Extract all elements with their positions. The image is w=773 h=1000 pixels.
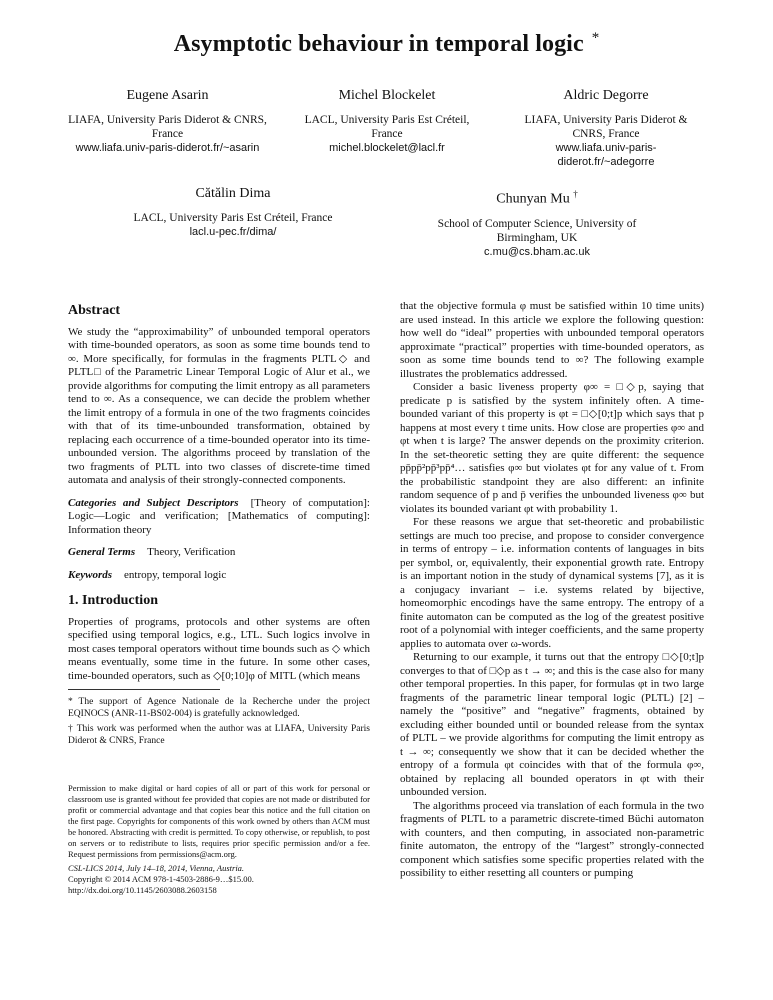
categories-label: Categories and Subject Descriptors [68, 496, 239, 509]
intro-heading: 1. Introduction [68, 593, 158, 608]
author-affiliation: LACL, University Paris Est Créteil, France [304, 114, 470, 140]
body-paragraph: that the objective formula φ must be satisfied within 10 time units) are used instead. In this article we explore the following question: how well do “ideal” properties with unbounded temporal operators approximate “practical” properties with time-bounded operators, as soon as some time bounds tend to ∞? The following example illustrates the problematics addressed. [400, 300, 704, 380]
title-footnote-mark: * [591, 30, 600, 46]
author-block [292, 88, 482, 155]
body-paragraph: Consider a basic liveness property φ∞ = □◇p, saying that predicate p is satisfied by the system infinitely often. A time-bounded variant of this property is φt = □◇[0;t]p which says that p happens at most every t time units. How close are properties φ∞ and φt when t is large? The answer depends on the proximity criterion. In the set-theoretic setting they are quite different: the sequence pp̄pp̄²pp̄³pp̄⁴… satisfies φ∞ but violates φt for any value of t. From the probabilistic standpoint they are also different: an infinite random sequence of p and p̄ verifies the unbounded liveness φ∞ but violates its bounded variant φt with probability 1. [400, 381, 704, 515]
keywords-label: Keywords [68, 568, 112, 581]
categories-text: [Theory of computation]: Logic—Logic and verification; [Mathematics of computing]: Information theory [68, 496, 370, 536]
body-paragraph: For these reasons we argue that set-theoretic and probabilistic settings are much too precise, and propose to consider convergence in terms of entropy – i.e. information contents of languages in bits per symbol, or, equivalently, their exponential growth rate. Entropy is an important notion in the study of dynamical systems [7], as it is a conjugacy invariant – i.e. systems related by bijective, homeomorphic encodings have the same entropy. The entropy of a finite automaton can be computed as the log of the greatest positive root of a polynomial with integer coefficients, and the same property applies to automata over ω-words. [400, 516, 704, 650]
author-contact[interactable]: michel.blockelet@lacl.fr [329, 142, 445, 154]
general-terms-text: Theory, Verification [147, 546, 236, 558]
footnote-rule [68, 689, 220, 690]
author-contact[interactable]: www.liafa.univ-paris-diderot.fr/~adegorre [555, 142, 657, 168]
author-name: Cătălin Dima [195, 186, 271, 201]
right-column [400, 300, 704, 881]
paper-title [0, 30, 773, 58]
author-contact[interactable]: www.liafa.univ-paris-diderot.fr/~asarin [75, 142, 260, 154]
author-name: Aldric Degorre [563, 88, 649, 103]
author-contact[interactable]: c.mu@cs.bham.ac.uk [484, 245, 590, 258]
copyright-line: Copyright © 2014 ACM 978-1-4503-2886-9…$15.00. [68, 874, 254, 884]
categories [68, 497, 370, 538]
author-affiliation: LACL, University Paris Est Créteil, France [133, 212, 333, 224]
doi-link[interactable]: http://dx.doi.org/10.1145/2603088.2603158 [68, 885, 217, 895]
abstract-heading: Abstract [68, 303, 121, 318]
author-block [118, 186, 348, 239]
permission-notice: Permission to make digital or hard copies of all or part of this work for personal or classroom use is granted without fee provided that copies are not made or distributed for profit or commercial advantage and that copies bear this notice and the full citation on the first page. Copyrights for components of this work owned by others than ACM must be honored. Abstracting with credit is permitted. To copy otherwise, or republish, to post on servers or to redistribute to lists, requires prior specific permission and/or a fee. Request permissions from permissions@acm.org. [68, 783, 370, 859]
general-terms [68, 546, 370, 560]
author-name: Eugene Asarin [126, 88, 209, 103]
general-terms-label: General Terms [68, 546, 136, 558]
footnote: * The support of Agence Nationale de la Recherche under the project EQINOCS (ANR-11-BS02-004) is gratefully acknowledged. [68, 697, 370, 719]
keywords-text: entropy, temporal logic [124, 568, 227, 581]
title-text: Asymptotic behaviour in temporal logic [173, 31, 584, 57]
keywords [68, 569, 370, 583]
intro-paragraph: Properties of programs, protocols and other systems are often specified using temporal logics, e.g., LTL. Such logics involve in most cases temporal operators without time bounds such as ◇ which means eventually, some time in the future. In some other cases, time-bounded operators, such as ◇[0;10]φ of MITL (which means [68, 615, 370, 682]
author-affiliation: LIAFA, University Paris Diderot & CNRS, France [68, 114, 267, 140]
body-paragraph: The algorithms proceed via translation of each formula in the two fragments of PLTL to a parametric discrete-timed Büchi automaton with counters, and then computing, in associated non-parametric finite automaton, the entropy of the “largest” strongly-connected component which satisfies some specific properties related with the possibility to either resetting all counters or pumping [400, 799, 704, 879]
author-block [430, 186, 644, 259]
author-block [520, 88, 692, 169]
author-affiliation: LIAFA, University Paris Diderot & CNRS, France [524, 114, 688, 140]
author-footnote-mark: † [573, 189, 578, 199]
body-paragraph: Returning to our example, it turns out that the entropy □◇[0;t]p converges to that of □◇p as t → ∞; and this is the case also for many other temporal properties. In this paper, for formulas φt in two large fragments of the parametric linear temporal logic (PLTL) [2] – namely the “positive” and “negative” fragments, obtained by excluding either bounded until or bounded release from the syntax of PLTL – we provide algorithms for computing the limit entropy as t → ∞; consequently we show that it can be decided whether the entropy of a formula φt coincides with that of the formula φ∞, obtained by replacing all bounded operators in φt with their unbounded version. [400, 651, 704, 798]
abstract-text: We study the “approximability” of unbounded temporal operators with time-bounded operators, as soon as some time bounds tend to ∞. More specifically, for formulas in the fragments PLTL◇ and PLTL□ of the Parametric Linear Temporal Logic of Alur et al., we provide algorithms for computing the limit entropy as all parameters tend to ∞. As a consequence, we can decide the problem whether the limit entropy of a formula in one of the two fragments coincides with that of its time-unbounded transformation, obtained by replacing each occurrence of a time-bounded operator into its time-unbounded version. The algorithms proceed by translation of the two fragments of PLTL into two classes of discrete-time timed automata and analysis of their strongly-connected components. [68, 325, 370, 486]
author-affiliation: School of Computer Science, University of Birmingham, UK [437, 217, 637, 244]
footnote: † This work was performed when the author was at LIAFA, University Paris Diderot & CNRS, France [68, 724, 370, 746]
author-contact[interactable]: lacl.u-pec.fr/dima/ [189, 226, 277, 238]
author-name: Chunyan Mu † [496, 189, 578, 207]
author-name: Michel Blockelet [338, 88, 436, 103]
left-column [68, 300, 370, 896]
conference-info: CSL-LICS 2014, July 14–18, 2014, Vienna, Austria. [68, 863, 245, 873]
author-block [60, 88, 275, 155]
